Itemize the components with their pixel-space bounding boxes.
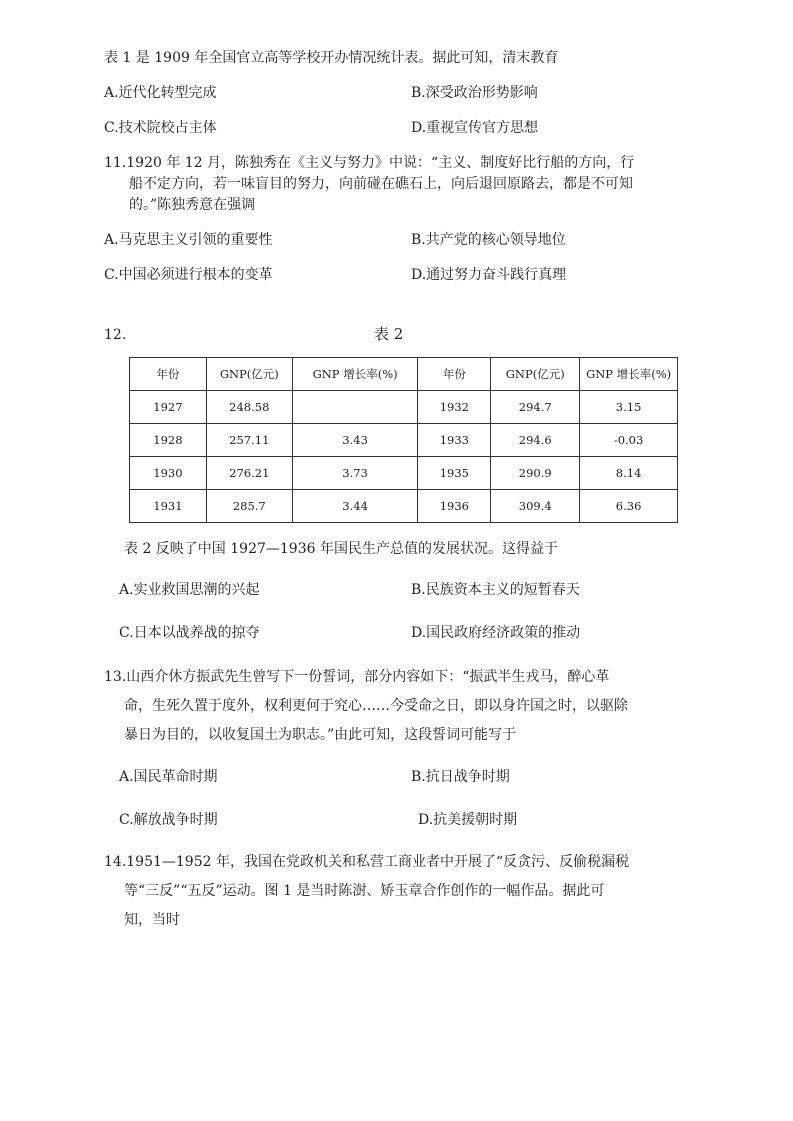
table-cell: -0.03 xyxy=(580,424,678,457)
table-cell: 3.43 xyxy=(292,424,418,457)
header-year-1: 年份 xyxy=(130,358,207,391)
gnp-table xyxy=(129,357,678,523)
q12-option-d: D.国民政府经济政策的推动 xyxy=(411,625,581,641)
header-growth-2: GNP 增长率(%) xyxy=(580,358,678,391)
header-year-2: 年份 xyxy=(418,358,491,391)
table-cell: 1936 xyxy=(418,490,491,523)
q10-option-a: A.近代化转型完成 xyxy=(104,85,217,101)
table-cell: 3.44 xyxy=(292,490,418,523)
table-title: 表 2 xyxy=(374,325,404,343)
table-cell: 1930 xyxy=(130,457,207,490)
table-cell: 1935 xyxy=(418,457,491,490)
table-cell: 276.21 xyxy=(206,457,292,490)
q11-option-d: D.通过努力奋斗践行真理 xyxy=(411,267,567,283)
q11-option-b: B.共产党的核心领导地位 xyxy=(411,232,566,248)
q12-option-a: A.实业救国思潮的兴起 xyxy=(119,582,260,598)
table-cell: 294.7 xyxy=(491,391,580,424)
q14-stem-line2: 等“三反”“五反”运动。图 1 是当时陈澍、矫玉章合作创作的一幅作品。据此可 xyxy=(124,883,605,899)
table-row xyxy=(130,490,678,523)
table-cell: 1933 xyxy=(418,424,491,457)
table-cell: 1931 xyxy=(130,490,207,523)
table-cell: 248.58 xyxy=(206,391,292,424)
q11-stem-line1: 11.1920 年 12 月，陈独秀在《主义与努力》中说：“主义、制度好比行船的方向，行 xyxy=(104,155,635,171)
q14-stem-line1: 14.1951—1952 年，我国在党政机关和私营工商业者中开展了“反贪污、反偷税漏税 xyxy=(104,854,630,870)
q10-stem: 表 1 是 1909 年全国官立高等学校开办情况统计表。据此可知，清末教育 xyxy=(104,50,559,66)
table-cell: 285.7 xyxy=(206,490,292,523)
table-cell: 290.9 xyxy=(491,457,580,490)
q14-stem-line3: 知，当时 xyxy=(124,912,180,928)
table-cell: 309.4 xyxy=(491,490,580,523)
q12-stem: 表 2 反映了中国 1927—1936 年国民生产总值的发展状况。这得益于 xyxy=(124,541,558,557)
header-gnp-1: GNP(亿元) xyxy=(206,358,292,391)
table-cell xyxy=(292,391,418,424)
table-cell: 1927 xyxy=(130,391,207,424)
q13-option-d: D.抗美援朝时期 xyxy=(418,812,518,828)
table-row xyxy=(130,424,678,457)
q11-option-a: A.马克思主义引领的重要性 xyxy=(104,232,273,248)
table-cell: 3.15 xyxy=(580,391,678,424)
table-cell: 3.73 xyxy=(292,457,418,490)
q11-stem-line3: 的。”陈独秀意在强调 xyxy=(129,197,256,213)
table-cell: 294.6 xyxy=(491,424,580,457)
q11-stem-line2: 船不定方向，若一味盲目的努力，向前碰在礁石上，向后退回原路去，都是不可知 xyxy=(129,176,633,192)
q12-number: 12. xyxy=(104,327,127,343)
table-row xyxy=(130,457,678,490)
q13-stem-line2: 命，生死久置于度外，权利更何于究心……今受命之日，即以身许国之时，以驱除 xyxy=(124,698,628,714)
table-cell: 6.36 xyxy=(580,490,678,523)
table-cell: 1928 xyxy=(130,424,207,457)
q13-option-c: C.解放战争时期 xyxy=(119,812,218,828)
q10-option-b: B.深受政治形势影响 xyxy=(411,85,538,101)
table-cell: 257.11 xyxy=(206,424,292,457)
table-cell: 8.14 xyxy=(580,457,678,490)
q12-option-b: B.民族资本主义的短暂春天 xyxy=(411,582,580,598)
table-cell: 1932 xyxy=(418,391,491,424)
header-growth-1: GNP 增长率(%) xyxy=(292,358,418,391)
q10-option-d: D.重视宣传官方思想 xyxy=(411,120,539,136)
q10-option-c: C.技术院校占主体 xyxy=(104,120,217,136)
q12-option-c: C.日本以战养战的掠夺 xyxy=(119,625,260,641)
table-row xyxy=(130,391,678,424)
q13-stem-line3: 暴日为目的，以收复国土为职志。”由此可知，这段誓词可能写于 xyxy=(124,727,517,743)
q13-stem-line1: 13.山西介休方振武先生曾写下一份誓词，部分内容如下：“振武半生戎马，醉心革 xyxy=(104,669,610,685)
header-gnp-2: GNP(亿元) xyxy=(491,358,580,391)
q13-option-a: A.国民革命时期 xyxy=(119,769,218,785)
q13-option-b: B.抗日战争时期 xyxy=(411,769,510,785)
q11-option-c: C.中国必须进行根本的变革 xyxy=(104,267,273,283)
table-header-row xyxy=(130,358,678,391)
